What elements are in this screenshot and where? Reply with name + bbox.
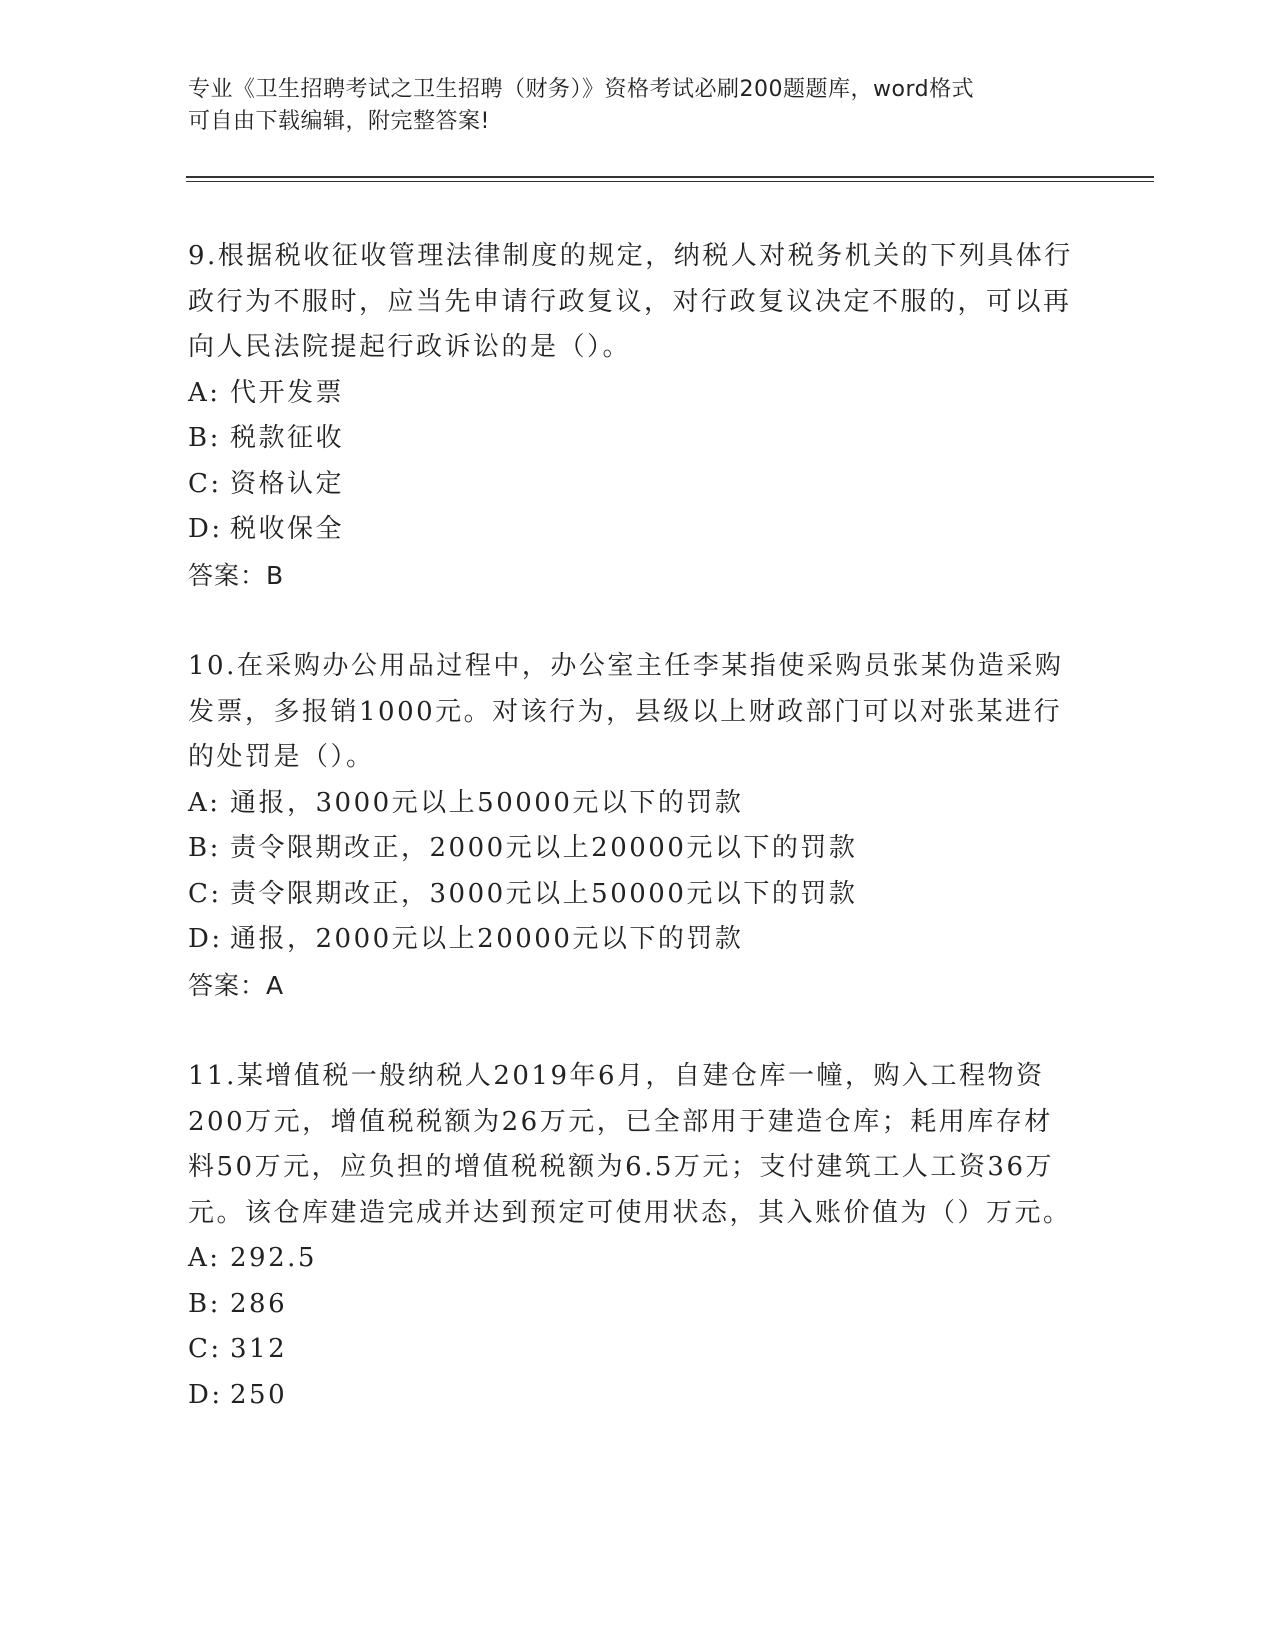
option-text: 292.5 bbox=[230, 1243, 317, 1273]
option-d bbox=[188, 917, 1078, 963]
option-letter: B: bbox=[188, 423, 221, 453]
option-b bbox=[188, 416, 1078, 462]
question-11 bbox=[188, 1054, 1078, 1418]
option-letter: A: bbox=[188, 1243, 221, 1273]
option-b bbox=[188, 1282, 1078, 1328]
option-letter: B: bbox=[188, 833, 221, 863]
option-text: 税款征收 bbox=[230, 423, 345, 453]
option-letter: A: bbox=[188, 787, 221, 818]
option-text: 312 bbox=[230, 1334, 288, 1364]
question-text: 9.根据税收征收管理法律制度的规定，纳税人对税务机关的下列具体行政行为不服时，应当先申请行政复议，对行政复议决定不服的，可以再向人民法院提起行政诉讼的是（）。 bbox=[188, 241, 1073, 362]
option-letter: D: bbox=[188, 514, 223, 544]
option-text: 责令限期改正，3000元以上50000元以下的罚款 bbox=[230, 878, 858, 909]
option-a bbox=[188, 781, 1078, 827]
option-text: 责令限期改正，2000元以上20000元以下的罚款 bbox=[230, 833, 858, 863]
option-d bbox=[188, 1373, 1078, 1419]
question-10 bbox=[188, 644, 1078, 1008]
option-d bbox=[188, 507, 1078, 553]
option-text: 通报，3000元以上50000元以下的罚款 bbox=[230, 787, 744, 818]
option-letter: D: bbox=[188, 1379, 223, 1410]
option-letter: C: bbox=[188, 468, 222, 499]
header-title-line-1: 专业《卫生招聘考试之卫生招聘（财务）》资格考试必刷200题题库，word格式 bbox=[188, 77, 975, 102]
header-divider-thick bbox=[186, 176, 1154, 178]
option-c bbox=[188, 872, 1078, 918]
option-text: 通报，2000元以上20000元以下的罚款 bbox=[230, 924, 744, 954]
option-text: 286 bbox=[230, 1288, 288, 1319]
option-text: 250 bbox=[230, 1379, 288, 1410]
option-b bbox=[188, 826, 1078, 872]
option-letter: C: bbox=[188, 1334, 222, 1364]
option-a bbox=[188, 1236, 1078, 1282]
answer: 答案：B bbox=[188, 560, 285, 590]
option-text: 税收保全 bbox=[230, 514, 345, 544]
option-text: 资格认定 bbox=[230, 468, 345, 499]
header-divider-thin bbox=[186, 181, 1154, 182]
option-letter: D: bbox=[188, 924, 223, 954]
option-c bbox=[188, 1327, 1078, 1373]
question-9 bbox=[188, 234, 1078, 598]
option-letter: A: bbox=[188, 377, 221, 408]
option-c bbox=[188, 462, 1078, 508]
question-text: 11.某增值税一般纳税人2019年6月，自建仓库一幢，购入工程物资200万元，增值税税额为26万元，已全部用于建造仓库；耗用库存材料50万元，应负担的增值税税额为6.5万元；支付建筑工人工资36万元。该仓库建造完成并达到预定可使用状态，其入账价值为（）万元。 bbox=[188, 1061, 1072, 1228]
document-header bbox=[188, 74, 1068, 138]
option-a bbox=[188, 371, 1078, 417]
option-letter: C: bbox=[188, 878, 222, 909]
option-letter: B: bbox=[188, 1288, 221, 1319]
answer: 答案：A bbox=[188, 970, 285, 1000]
header-title-line-2: 可自由下载编辑，附完整答案! bbox=[188, 109, 490, 134]
question-text: 10.在采购办公用品过程中，办公室主任李某指使采购员张某伪造采购发票，多报销1000元。对该行为，县级以上财政部门可以对张某进行的处罚是（）。 bbox=[188, 651, 1064, 772]
option-text: 代开发票 bbox=[230, 377, 345, 408]
